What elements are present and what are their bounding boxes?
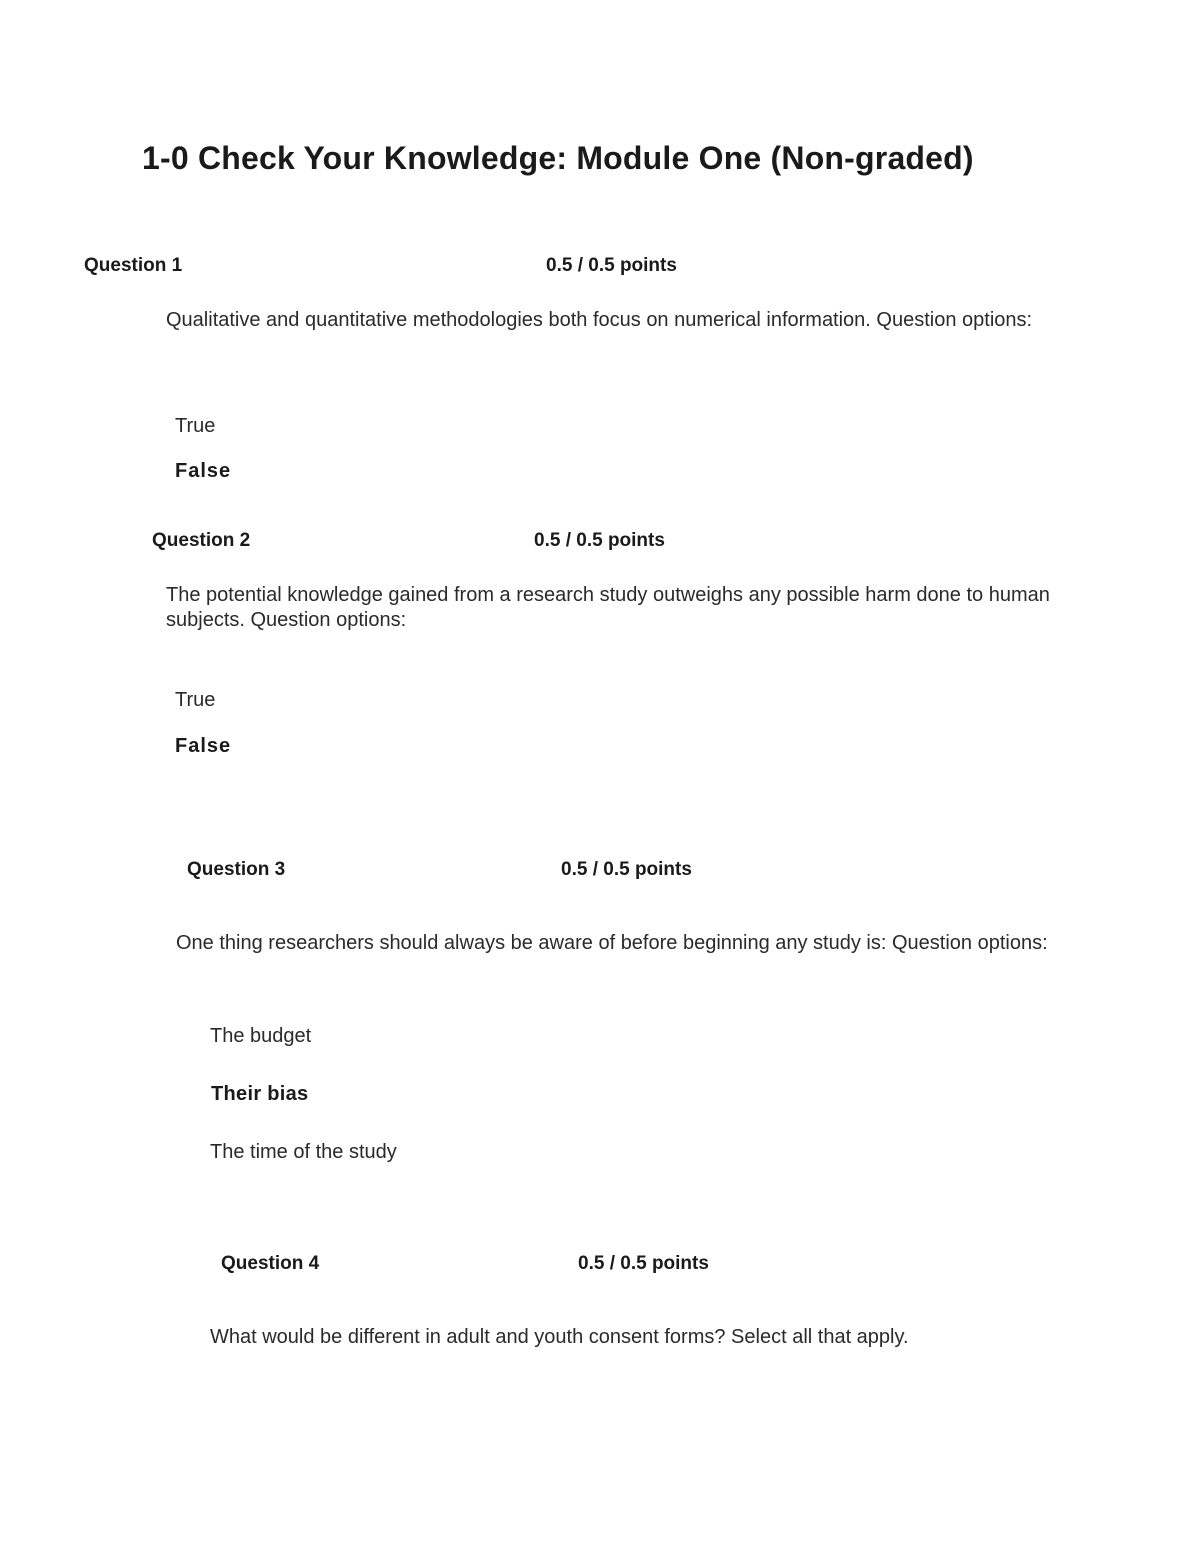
question-1-label: Question 1	[84, 255, 183, 276]
question-3-points: 0.5 / 0.5 points	[561, 859, 692, 880]
question-3-option-time[interactable]: The time of the study	[210, 1141, 397, 1163]
question-1-text: Qualitative and quantitative methodologies both focus on numerical information. Question options:	[166, 309, 1033, 331]
page-title: 1-0 Check Your Knowledge: Module One (Non-graded)	[142, 140, 974, 176]
question-3-label: Question 3	[187, 859, 286, 880]
question-3-option-bias-selected[interactable]: Their bias	[211, 1083, 309, 1105]
question-2-label: Question 2	[152, 530, 251, 551]
question-2-option-true[interactable]: True	[175, 689, 216, 711]
question-1-option-true[interactable]: True	[175, 415, 216, 437]
question-2-points: 0.5 / 0.5 points	[534, 530, 665, 551]
question-3-text: One thing researchers should always be aware of before beginning any study is: Question options:	[176, 932, 1048, 954]
question-4-text: What would be different in adult and youth consent forms? Select all that apply.	[210, 1326, 909, 1348]
question-2-option-false-selected[interactable]: False	[175, 735, 232, 757]
question-1-points: 0.5 / 0.5 points	[546, 255, 677, 276]
question-4-points: 0.5 / 0.5 points	[578, 1253, 709, 1274]
question-1-option-false-selected[interactable]: False	[175, 460, 232, 482]
question-2-text: The potential knowledge gained from a research study outweighs any possible harm done to human subjects. Question options:	[166, 584, 1050, 631]
question-3-option-budget[interactable]: The budget	[210, 1025, 312, 1047]
question-4-label: Question 4	[221, 1253, 320, 1274]
